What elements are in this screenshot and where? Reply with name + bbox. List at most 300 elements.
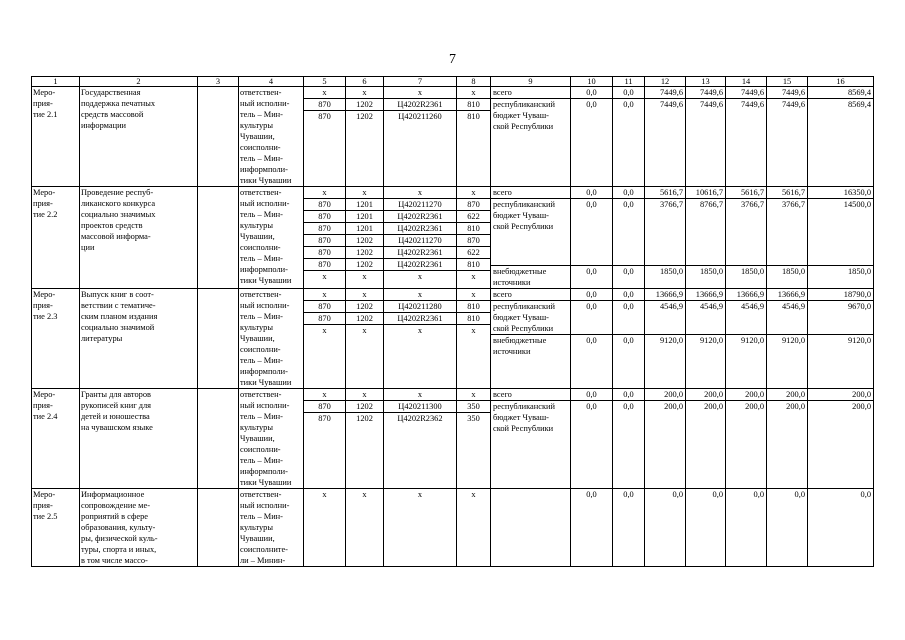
code-cell: х <box>362 188 367 197</box>
code-cell: 870 <box>304 210 345 222</box>
executor-line: культуры <box>240 221 273 230</box>
column-number-15: 15 <box>767 77 808 87</box>
code-cell: х <box>304 324 345 336</box>
code-cell: 1202 <box>346 98 383 110</box>
value-stack <box>767 87 807 110</box>
source-line: источники <box>493 347 531 356</box>
value-cell: 1850,0 <box>767 265 807 277</box>
spacer <box>808 243 873 254</box>
value-cell: 0,0 <box>794 490 805 499</box>
code-cell: х <box>417 88 423 97</box>
column-3-empty <box>198 187 239 289</box>
value-stack <box>645 87 685 110</box>
code-cell: 870 <box>457 198 490 210</box>
executor-line: тель – Мин- <box>240 312 283 321</box>
executor-line: культуры <box>240 121 273 130</box>
value-stack <box>686 87 725 110</box>
value-stack <box>767 187 807 277</box>
code-stack <box>346 87 383 122</box>
value-cell: 8569,4 <box>847 88 871 97</box>
value-cell: 10616,7 <box>695 188 723 197</box>
spacer <box>571 243 612 254</box>
activity-id-line: прия- <box>33 301 53 310</box>
code-cell: 870 <box>304 312 345 324</box>
code-column-7 <box>384 289 457 389</box>
spacer <box>767 243 807 254</box>
code-column-8 <box>457 389 491 489</box>
spacer <box>645 312 685 323</box>
executor-line: ответствен- <box>240 390 282 399</box>
activity-id <box>32 389 80 489</box>
column-number-11: 11 <box>613 77 645 87</box>
value-column-13 <box>686 289 726 389</box>
value-cell: 1850,0 <box>808 265 873 277</box>
spacer <box>767 232 807 243</box>
activity-name-line: роприятий в сфере <box>81 512 149 521</box>
code-cell: 1202 <box>346 246 383 258</box>
executor-line: ответствен- <box>240 490 282 499</box>
source-stack <box>491 87 570 132</box>
code-stack <box>457 489 490 500</box>
value-cell: 0,0 <box>613 198 644 210</box>
executor-line: соисполни- <box>240 143 281 152</box>
spacer <box>726 210 766 221</box>
value-column-10 <box>571 87 613 187</box>
spacer <box>726 254 766 265</box>
value-cell: 3766,7 <box>726 198 766 210</box>
activity-name-line: ры, физической куль- <box>81 534 158 543</box>
code-cell: х <box>384 270 456 282</box>
spacer <box>571 221 612 232</box>
executor-line: информполи- <box>240 367 288 376</box>
value-stack <box>613 489 644 500</box>
value-column-10 <box>571 489 613 567</box>
code-column-8 <box>457 187 491 289</box>
activity-name-line: Информационное <box>81 490 145 499</box>
value-cell: 8569,4 <box>808 98 873 110</box>
value-column-14 <box>726 87 767 187</box>
spacer <box>645 243 685 254</box>
source-line: ской Республики <box>493 222 554 231</box>
spacer <box>491 243 570 254</box>
code-cell: Ц4202R2361 <box>384 98 456 110</box>
spacer <box>613 232 644 243</box>
value-cell: 7449,6 <box>767 98 807 110</box>
value-cell: 7449,6 <box>781 88 805 97</box>
value-cell: 200,0 <box>686 400 725 412</box>
value-stack <box>645 389 685 412</box>
code-cell: 1202 <box>346 234 383 246</box>
column-3-empty <box>198 389 239 489</box>
spacer <box>808 312 873 323</box>
code-cell: 870 <box>304 246 345 258</box>
value-cell: 0,0 <box>586 290 597 299</box>
activity-name-line: информации <box>81 121 127 130</box>
activity-name-line: рукописей книг для <box>81 401 152 410</box>
code-cell: х <box>322 490 327 499</box>
value-column-12 <box>645 289 686 389</box>
executor-line: тель – Мин- <box>240 512 283 521</box>
value-stack <box>571 489 612 500</box>
value-column-14 <box>726 289 767 389</box>
value-column-15 <box>767 87 808 187</box>
activity-id-line: тие 2.3 <box>33 312 58 321</box>
executor-line: тики Чувашии <box>240 478 292 487</box>
activity-name <box>80 289 198 389</box>
code-cell: Ц4202R2361 <box>384 210 456 222</box>
value-cell: 200,0 <box>808 400 873 412</box>
spacer <box>613 323 644 334</box>
code-cell: Ц420211260 <box>384 110 456 122</box>
activity-id <box>32 289 80 389</box>
activity-id-line: Меро- <box>33 88 56 97</box>
code-cell: 870 <box>304 110 345 122</box>
source-line: источники <box>493 278 531 287</box>
code-cell: х <box>322 188 327 197</box>
value-cell: 8766,7 <box>686 198 725 210</box>
column-number-12: 12 <box>645 77 686 87</box>
value-cell: 0,0 <box>586 188 597 197</box>
activity-name-line: на чувашском языке <box>81 423 153 432</box>
value-cell: 1850,0 <box>686 265 725 277</box>
executor-line: ный исполни- <box>240 501 290 510</box>
spacer <box>571 210 612 221</box>
code-cell: 810 <box>457 312 490 324</box>
page-number: 7 <box>449 52 456 67</box>
value-column-10 <box>571 187 613 289</box>
value-stack <box>645 489 685 500</box>
code-stack <box>346 187 383 282</box>
activity-row <box>32 187 874 289</box>
spacer <box>726 312 766 323</box>
source-line: республиканский <box>491 400 570 412</box>
code-cell: х <box>471 390 476 399</box>
code-cell: х <box>346 270 383 282</box>
activity-name-line: Гранты для авторов <box>81 390 151 399</box>
value-column-11 <box>613 187 645 289</box>
value-cell: 0,0 <box>613 334 644 346</box>
code-column-8 <box>457 289 491 389</box>
code-cell: 1202 <box>346 312 383 324</box>
spacer <box>686 254 725 265</box>
code-cell: 870 <box>304 400 345 412</box>
funding-source <box>491 489 571 567</box>
code-stack <box>346 489 383 500</box>
source-line: внебюджетные <box>491 334 570 346</box>
code-cell: 810 <box>457 300 490 312</box>
value-cell: 5616,7 <box>659 188 683 197</box>
value-column-12 <box>645 389 686 489</box>
source-stack <box>491 389 570 434</box>
executor-line: тель – Мин- <box>240 254 283 263</box>
source-stack <box>491 289 570 357</box>
activity-id <box>32 187 80 289</box>
executor-line: ли – Минин- <box>240 556 286 565</box>
spacer <box>808 221 873 232</box>
code-cell: 810 <box>457 258 490 270</box>
executor-line: информполи- <box>240 265 288 274</box>
activity-id-line: прия- <box>33 99 53 108</box>
spacer <box>645 210 685 221</box>
activity-row <box>32 489 874 567</box>
value-cell: 0,0 <box>571 98 612 110</box>
value-cell: 0,0 <box>571 300 612 312</box>
column-number-8: 8 <box>457 77 491 87</box>
source-line: внебюджетные <box>491 265 570 277</box>
activity-name-line: детей и юношества <box>81 412 150 421</box>
value-column-12 <box>645 187 686 289</box>
spacer <box>808 323 873 334</box>
value-column-15 <box>767 389 808 489</box>
executor <box>239 289 304 389</box>
value-cell: 0,0 <box>586 490 597 499</box>
code-cell: Ц420211270 <box>384 198 456 210</box>
activity-name-line: сопровождение ме- <box>81 501 150 510</box>
executor-line: тель – Мин- <box>240 356 283 365</box>
code-cell: х <box>322 390 327 399</box>
activity-name-line: литературы <box>81 334 123 343</box>
value-cell: 13666,9 <box>736 290 764 299</box>
code-cell: 350 <box>457 400 490 412</box>
code-cell: Ц4202R2361 <box>384 222 456 234</box>
value-stack <box>613 289 644 346</box>
activity-name <box>80 187 198 289</box>
code-column-6 <box>346 389 384 489</box>
activity-name-line: туры, спорта и иных, <box>81 545 157 554</box>
code-stack <box>346 389 383 424</box>
code-column-6 <box>346 289 384 389</box>
value-cell: 0,0 <box>623 188 634 197</box>
activity-name-line: Проведение респуб- <box>81 188 154 197</box>
value-cell: 0,0 <box>613 300 644 312</box>
executor-line: тель – Мин- <box>240 154 283 163</box>
spacer <box>686 312 725 323</box>
value-column-13 <box>686 489 726 567</box>
source-line: всего <box>493 390 512 399</box>
code-column-8 <box>457 87 491 187</box>
code-cell: х <box>346 324 383 336</box>
value-column-11 <box>613 289 645 389</box>
value-cell: 7449,6 <box>699 88 723 97</box>
spacer <box>571 232 612 243</box>
activity-id-line: Меро- <box>33 390 56 399</box>
activity-name <box>80 489 198 567</box>
spacer <box>645 221 685 232</box>
value-cell: 18790,0 <box>843 290 871 299</box>
value-column-11 <box>613 87 645 187</box>
spacer <box>613 243 644 254</box>
value-stack <box>613 187 644 277</box>
executor <box>239 489 304 567</box>
value-stack <box>767 289 807 346</box>
code-stack <box>457 389 490 424</box>
value-stack <box>686 187 725 277</box>
executor-line: соисполните- <box>240 545 288 554</box>
value-cell: 4546,9 <box>645 300 685 312</box>
code-cell: Ц420211270 <box>384 234 456 246</box>
code-cell: х <box>322 88 327 97</box>
column-number-10: 10 <box>571 77 613 87</box>
activity-name-line: проектов средств <box>81 221 143 230</box>
value-cell: 0,0 <box>571 198 612 210</box>
value-cell: 0,0 <box>860 490 871 499</box>
code-cell: х <box>457 324 490 336</box>
executor-line: Чувашии, <box>240 334 275 343</box>
code-cell: 810 <box>457 110 490 122</box>
code-cell: 810 <box>457 222 490 234</box>
source-line: бюджет Чуваш- <box>493 211 549 220</box>
code-cell: 870 <box>304 222 345 234</box>
activity-name-line: массовой информа- <box>81 232 151 241</box>
activity-row <box>32 389 874 489</box>
code-cell: 1202 <box>346 412 383 424</box>
funding-source <box>491 87 571 187</box>
spacer <box>645 232 685 243</box>
activity-name-line: социально значимых <box>81 210 156 219</box>
value-cell: 4546,9 <box>686 300 725 312</box>
value-cell: 9120,0 <box>686 334 725 346</box>
value-column-13 <box>686 389 726 489</box>
activity-id-line: тие 2.4 <box>33 412 58 421</box>
source-line: республиканский <box>491 198 570 210</box>
value-cell: 0,0 <box>613 98 644 110</box>
spacer <box>613 210 644 221</box>
value-cell: 0,0 <box>586 390 597 399</box>
activity-id <box>32 489 80 567</box>
value-cell: 7449,6 <box>686 98 725 110</box>
value-cell: 7449,6 <box>726 98 766 110</box>
code-cell: 810 <box>457 98 490 110</box>
source-line: республиканский <box>491 300 570 312</box>
code-cell: 1202 <box>346 110 383 122</box>
activity-id-line: тие 2.2 <box>33 210 58 219</box>
funding-source <box>491 187 571 289</box>
code-stack <box>304 289 345 336</box>
source-stack <box>491 187 570 288</box>
spacer <box>767 312 807 323</box>
value-column-14 <box>726 389 767 489</box>
spacer <box>491 232 570 243</box>
code-cell: 870 <box>304 234 345 246</box>
column-number-7: 7 <box>384 77 457 87</box>
activity-row <box>32 289 874 389</box>
code-cell: 1201 <box>346 210 383 222</box>
code-cell: х <box>417 390 423 399</box>
value-column-14 <box>726 187 767 289</box>
code-cell: 1202 <box>346 400 383 412</box>
executor-line: ный исполни- <box>240 199 290 208</box>
value-stack <box>686 389 725 412</box>
code-cell: 1202 <box>346 258 383 270</box>
activity-name <box>80 87 198 187</box>
spacer <box>613 312 644 323</box>
activity-name-line: образования, культу- <box>81 523 156 532</box>
activity-name-line: поддержка печатных <box>81 99 156 108</box>
executor-line: соисполни- <box>240 445 281 454</box>
code-column-7 <box>384 87 457 187</box>
activity-row <box>32 87 874 187</box>
value-cell: 0,0 <box>613 400 644 412</box>
executor-line: соисполни- <box>240 243 281 252</box>
code-cell: 870 <box>304 412 345 424</box>
activity-name-line: ликанского конкурса <box>81 199 156 208</box>
executor-line: ответствен- <box>240 290 282 299</box>
spacer <box>686 221 725 232</box>
spacer <box>491 254 570 265</box>
value-cell: 5616,7 <box>740 188 764 197</box>
code-cell: х <box>471 88 476 97</box>
activity-id <box>32 87 80 187</box>
activity-name-line: ции <box>81 243 95 252</box>
executor-line: культуры <box>240 323 273 332</box>
activity-name-line: Государственная <box>81 88 141 97</box>
value-cell: 13666,9 <box>655 290 683 299</box>
source-line: республиканский <box>491 98 570 110</box>
source-line: всего <box>493 88 512 97</box>
code-cell: х <box>471 188 476 197</box>
executor-line: информполи- <box>240 467 288 476</box>
spacer <box>686 232 725 243</box>
value-stack <box>767 489 807 500</box>
value-cell: 9120,0 <box>645 334 685 346</box>
code-column-5 <box>304 289 346 389</box>
value-cell: 7449,6 <box>645 98 685 110</box>
value-stack <box>571 289 612 346</box>
value-stack <box>808 489 873 500</box>
value-stack <box>571 187 612 277</box>
code-cell: х <box>457 270 490 282</box>
value-column-12 <box>645 87 686 187</box>
executor-line: тель – Мин- <box>240 210 283 219</box>
code-column-5 <box>304 87 346 187</box>
source-line: ской Республики <box>493 424 554 433</box>
source-line: всего <box>493 290 512 299</box>
value-stack <box>767 389 807 412</box>
spacer <box>726 221 766 232</box>
column-3-empty <box>198 87 239 187</box>
code-cell: 870 <box>304 198 345 210</box>
code-column-5 <box>304 389 346 489</box>
value-cell: 200,0 <box>664 390 683 399</box>
activity-id-line: тие 2.1 <box>33 110 58 119</box>
spacer <box>571 323 612 334</box>
source-line: бюджет Чуваш- <box>493 413 549 422</box>
code-column-5 <box>304 187 346 289</box>
code-cell: х <box>322 290 327 299</box>
value-cell: 9120,0 <box>767 334 807 346</box>
value-column-16 <box>808 489 874 567</box>
code-cell: Ц4202R2361 <box>384 258 456 270</box>
value-column-12 <box>645 489 686 567</box>
value-column-16 <box>808 289 874 389</box>
value-stack <box>726 289 766 346</box>
code-cell: 1202 <box>346 300 383 312</box>
executor-line: тель – Мин- <box>240 456 283 465</box>
spacer <box>808 232 873 243</box>
executor-line: тики Чувашии <box>240 176 292 185</box>
column-number-row <box>32 77 874 87</box>
code-cell: 870 <box>304 300 345 312</box>
value-cell: 0,0 <box>753 490 764 499</box>
value-cell: 200,0 <box>767 400 807 412</box>
value-stack <box>686 289 725 346</box>
spacer <box>767 254 807 265</box>
code-column-8 <box>457 489 491 567</box>
spacer <box>808 210 873 221</box>
value-column-16 <box>808 187 874 289</box>
budget-table <box>31 76 874 567</box>
spacer <box>645 323 685 334</box>
